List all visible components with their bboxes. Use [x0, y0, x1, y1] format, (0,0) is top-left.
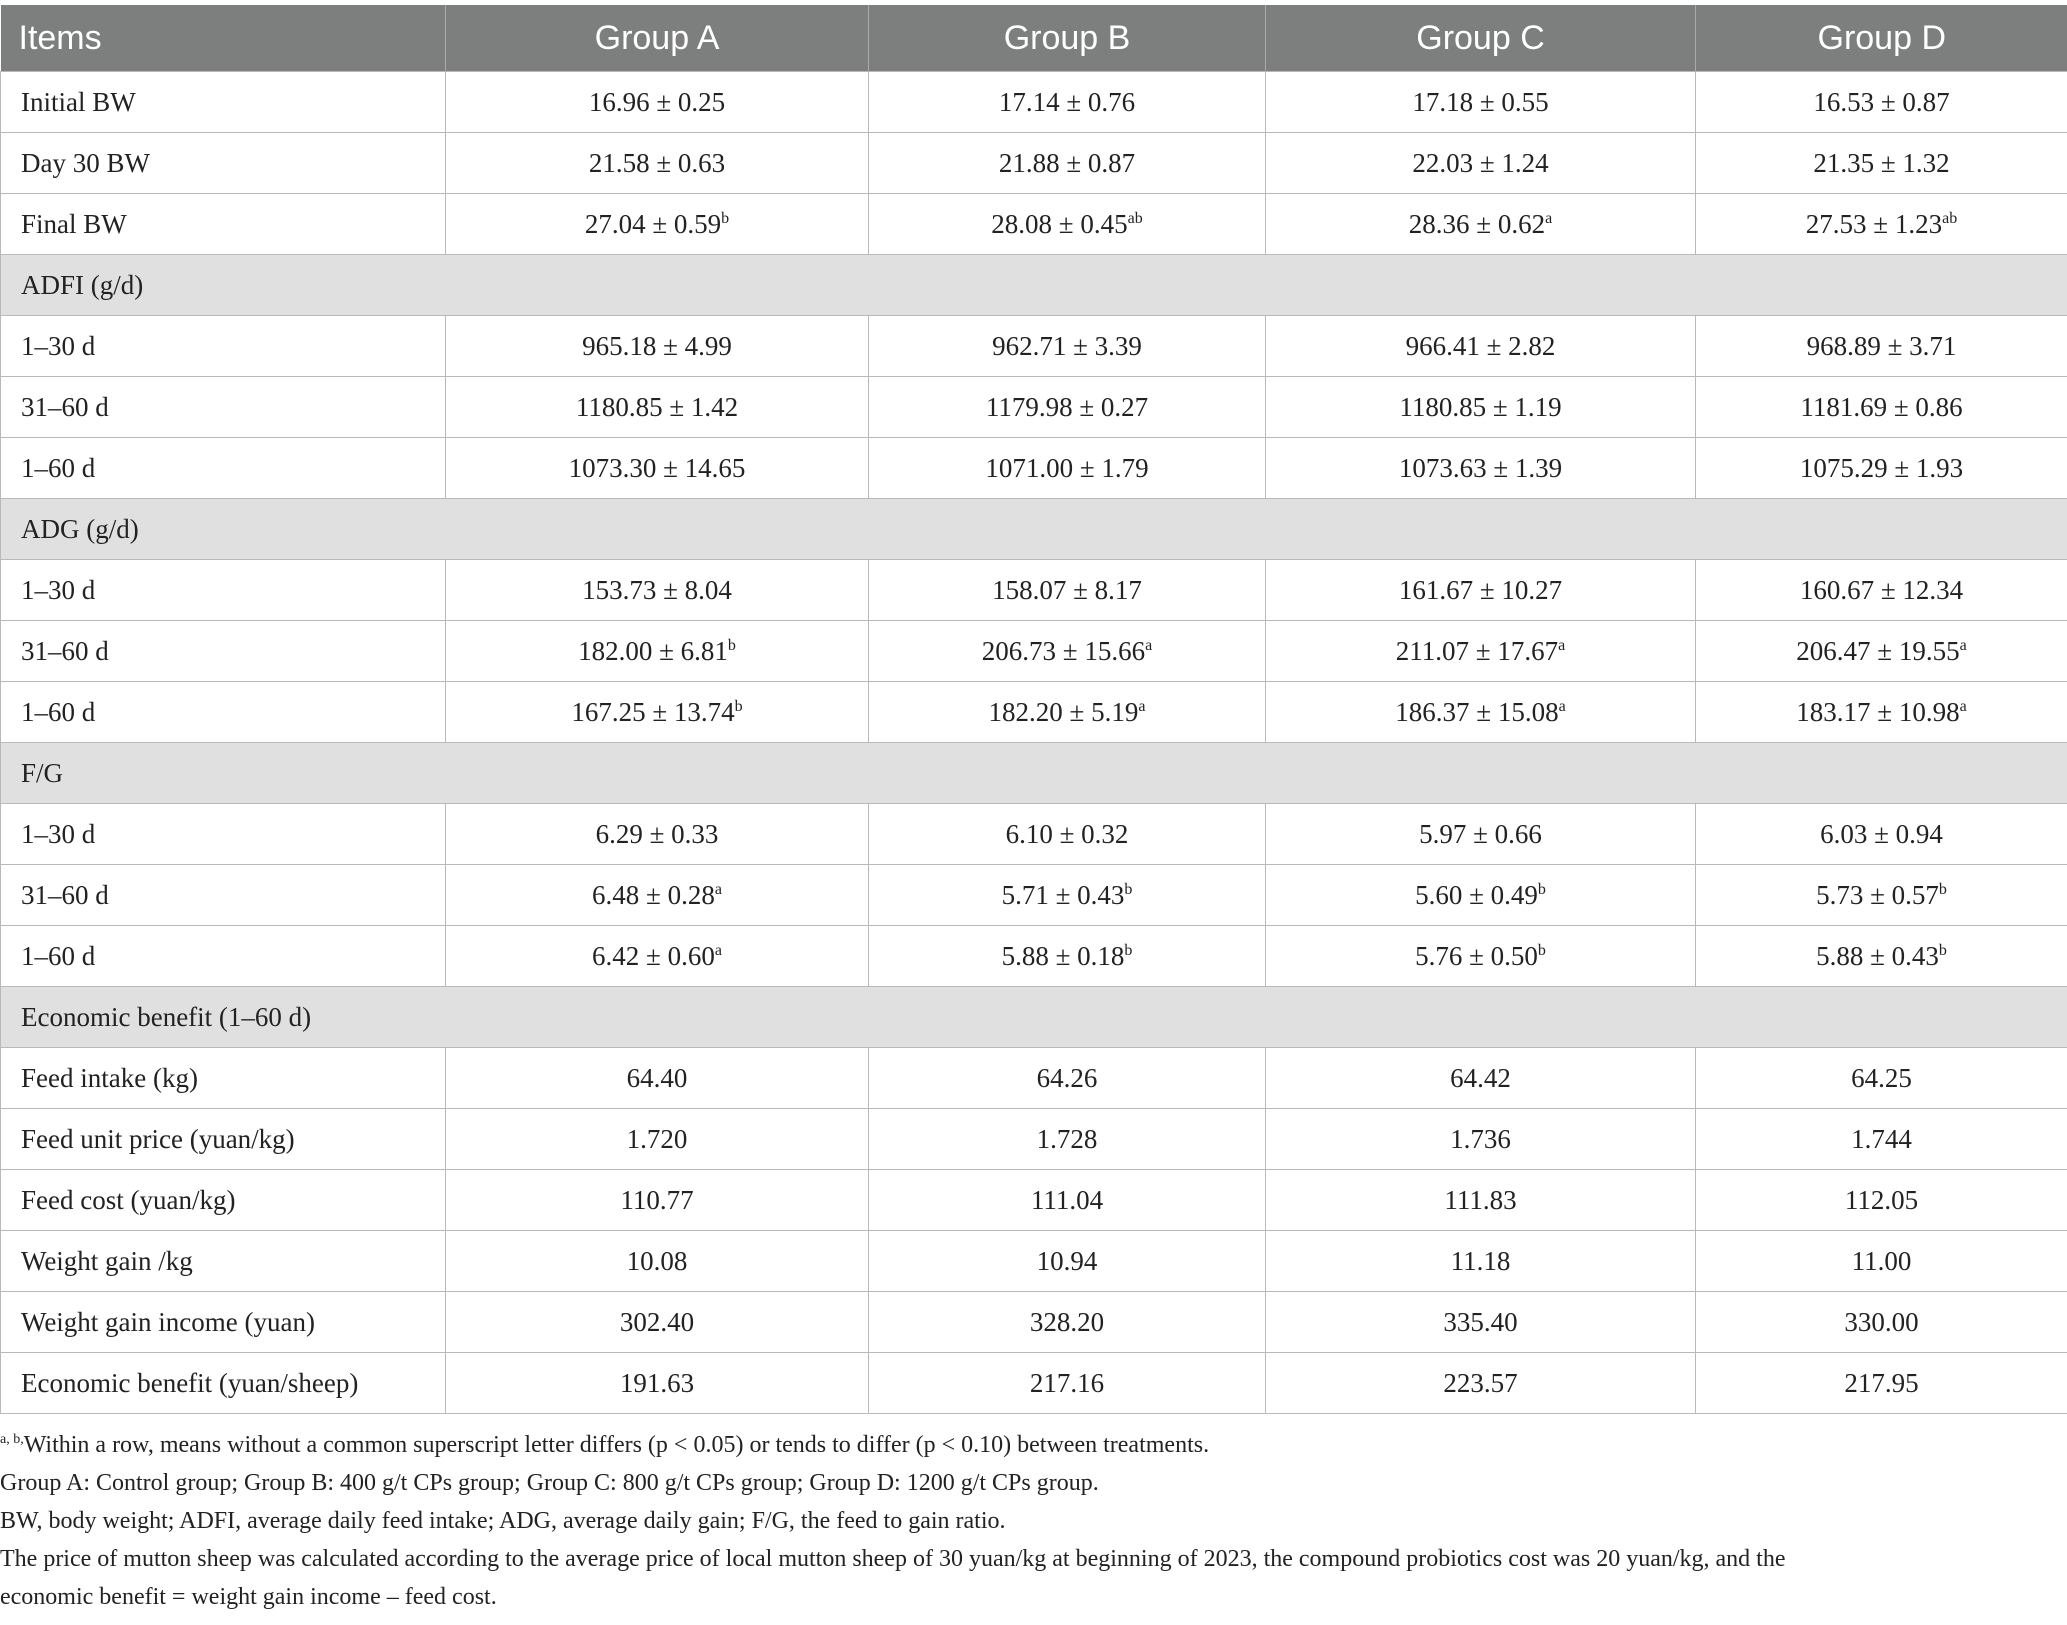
- value-cell: [1266, 865, 1696, 926]
- table-row: [1, 194, 2067, 255]
- cell-value: 962.71 ± 3.39: [992, 330, 1142, 361]
- value-cell: [1266, 1109, 1696, 1170]
- significance-superscript: b: [1537, 880, 1546, 898]
- value-cell: [1696, 1292, 2067, 1353]
- cell-value: 111.83: [1444, 1184, 1517, 1215]
- significance-superscript: a: [1558, 636, 1566, 654]
- significance-superscript: b: [1938, 880, 1947, 898]
- value-cell: [1696, 682, 2067, 743]
- cell-value: 1180.85 ± 1.42: [575, 391, 739, 422]
- value-cell: [869, 316, 1266, 377]
- cell-value: 160.67 ± 12.34: [1799, 574, 1964, 605]
- cell-value: 1073.30 ± 14.65: [568, 452, 746, 483]
- value-cell: [446, 1292, 869, 1353]
- section-row: [1, 255, 2067, 316]
- value-cell: [1696, 133, 2067, 194]
- cell-value: 28.36 ± 0.62: [1408, 208, 1546, 239]
- cell-value: 1.720: [626, 1123, 688, 1154]
- cell-value: 153.73 ± 8.04: [582, 574, 732, 605]
- value-cell: [1266, 1353, 1696, 1414]
- value-cell: [869, 560, 1266, 621]
- results-table: [0, 5, 2067, 1414]
- cell-value: 206.73 ± 15.66: [981, 635, 1146, 666]
- value-cell: [869, 1231, 1266, 1292]
- row-label: 1–30 d: [1, 804, 446, 865]
- significance-superscript: a: [1545, 209, 1553, 227]
- significance-superscript: b: [734, 697, 743, 715]
- significance-superscript: b: [1938, 941, 1947, 959]
- row-label: 31–60 d: [1, 621, 446, 682]
- cell-value: 16.96 ± 0.25: [588, 86, 726, 117]
- cell-value: 6.03 ± 0.94: [1820, 818, 1943, 849]
- header-row: [1, 5, 2067, 72]
- value-cell: [446, 1048, 869, 1109]
- significance-superscript: a: [714, 880, 722, 898]
- table-row: [1, 1353, 2067, 1414]
- significance-superscript: ab: [1942, 209, 1958, 227]
- row-label: Feed cost (yuan/kg): [1, 1170, 446, 1231]
- cell-value: 5.76 ± 0.50: [1415, 940, 1538, 971]
- value-cell: [446, 865, 869, 926]
- row-label: Feed unit price (yuan/kg): [1, 1109, 446, 1170]
- table-row: [1, 1048, 2067, 1109]
- cell-value: 1179.98 ± 0.27: [985, 391, 1149, 422]
- cell-value: 5.88 ± 0.18: [1001, 940, 1125, 971]
- row-label: 1–30 d: [1, 560, 446, 621]
- value-cell: [869, 1048, 1266, 1109]
- significance-superscript: a: [1138, 697, 1146, 715]
- cell-value: 64.42: [1450, 1062, 1511, 1093]
- cell-value: 217.16: [1029, 1367, 1105, 1398]
- header-items: Items: [1, 5, 446, 72]
- value-cell: [869, 194, 1266, 255]
- cell-value: 161.67 ± 10.27: [1398, 574, 1563, 605]
- cell-value: 167.25 ± 13.74: [571, 696, 735, 727]
- cell-value: 11.00: [1851, 1245, 1912, 1276]
- table-row: [1, 1231, 2067, 1292]
- cell-value: 17.18 ± 0.55: [1412, 86, 1549, 117]
- cell-value: 11.18: [1450, 1245, 1511, 1276]
- cell-value: 10.08: [626, 1245, 688, 1276]
- cell-value: 217.95: [1844, 1367, 1919, 1398]
- cell-value: 211.07 ± 17.67: [1395, 635, 1559, 666]
- cell-value: 191.63: [619, 1367, 695, 1398]
- table-row: [1, 72, 2067, 133]
- value-cell: [1696, 926, 2067, 987]
- value-cell: [1266, 682, 1696, 743]
- cell-value: 110.77: [620, 1184, 694, 1215]
- value-cell: [446, 926, 869, 987]
- value-cell: [446, 1353, 869, 1414]
- value-cell: [1696, 438, 2067, 499]
- cell-value: 183.17 ± 10.98: [1796, 696, 1960, 727]
- row-label: Economic benefit (yuan/sheep): [1, 1353, 446, 1414]
- value-cell: [869, 377, 1266, 438]
- table-row: [1, 1170, 2067, 1231]
- value-cell: [1696, 560, 2067, 621]
- value-cell: [1266, 1048, 1696, 1109]
- cell-value: 21.88 ± 0.87: [998, 147, 1136, 178]
- cell-value: 328.20: [1029, 1306, 1105, 1337]
- section-row: [1, 499, 2067, 560]
- table-row: [1, 1292, 2067, 1353]
- value-cell: [869, 1170, 1266, 1231]
- significance-superscript: b: [727, 636, 736, 654]
- value-cell: [1266, 804, 1696, 865]
- value-cell: [869, 804, 1266, 865]
- value-cell: [1696, 804, 2067, 865]
- value-cell: [1266, 72, 1696, 133]
- footnote-superscript-text: Within a row, means without a common superscript letter differs (p < 0.05) or tends to differ (p < 0.10) between treatments.: [23, 1432, 1210, 1458]
- footnote-price-line2: economic benefit = weight gain income – feed cost.: [0, 1584, 497, 1610]
- value-cell: [869, 926, 1266, 987]
- section-label: ADFI (g/d): [1, 255, 2067, 316]
- cell-value: 21.35 ± 1.32: [1813, 147, 1950, 178]
- section-row: [1, 743, 2067, 804]
- cell-value: 5.60 ± 0.49: [1415, 879, 1538, 910]
- cell-value: 335.40: [1443, 1306, 1518, 1337]
- row-label: Weight gain income (yuan): [1, 1292, 446, 1353]
- value-cell: [869, 865, 1266, 926]
- value-cell: [1266, 194, 1696, 255]
- row-label: Initial BW: [1, 72, 446, 133]
- table-row: [1, 804, 2067, 865]
- cell-value: 111.04: [1030, 1184, 1104, 1215]
- cell-value: 1071.00 ± 1.79: [985, 452, 1149, 483]
- value-cell: [1266, 316, 1696, 377]
- significance-superscript: a: [1145, 636, 1153, 654]
- cell-value: 965.18 ± 4.99: [582, 330, 732, 361]
- row-label: 31–60 d: [1, 377, 446, 438]
- value-cell: [869, 133, 1266, 194]
- cell-value: 966.41 ± 2.82: [1405, 330, 1556, 361]
- value-cell: [869, 682, 1266, 743]
- row-label: Day 30 BW: [1, 133, 446, 194]
- value-cell: [1266, 1231, 1696, 1292]
- cell-value: 1180.85 ± 1.19: [1399, 391, 1562, 422]
- cell-value: 1073.63 ± 1.39: [1398, 452, 1563, 483]
- table-row: [1, 438, 2067, 499]
- table-body: [1, 72, 2067, 1414]
- row-label: Weight gain /kg: [1, 1231, 446, 1292]
- cell-value: 5.97 ± 0.66: [1419, 818, 1542, 849]
- value-cell: [1696, 1231, 2067, 1292]
- cell-value: 64.26: [1036, 1062, 1098, 1093]
- footnote-superscript: [0, 1426, 2067, 1464]
- cell-value: 968.89 ± 3.71: [1806, 330, 1957, 361]
- value-cell: [869, 1292, 1266, 1353]
- value-cell: [446, 1231, 869, 1292]
- cell-value: 1075.29 ± 1.93: [1799, 452, 1964, 483]
- row-label: 1–60 d: [1, 926, 446, 987]
- significance-superscript: a: [714, 941, 722, 959]
- significance-superscript: ab: [1127, 209, 1143, 227]
- cell-value: 6.48 ± 0.28: [592, 879, 715, 910]
- value-cell: [869, 621, 1266, 682]
- footnotes: [0, 1414, 2067, 1616]
- row-label: Feed intake (kg): [1, 1048, 446, 1109]
- value-cell: [446, 1109, 869, 1170]
- value-cell: [1266, 621, 1696, 682]
- cell-value: 5.88 ± 0.43: [1816, 940, 1939, 971]
- cell-value: 28.08 ± 0.45: [991, 208, 1128, 239]
- section-label: Economic benefit (1–60 d): [1, 987, 2067, 1048]
- value-cell: [1266, 438, 1696, 499]
- cell-value: 182.00 ± 6.81: [578, 635, 728, 666]
- header-group-c: Group C: [1266, 5, 1696, 72]
- value-cell: [446, 560, 869, 621]
- footnote-abbreviations: BW, body weight; ADFI, average daily feed intake; ADG, average daily gain; F/G, the feed to gain ratio.: [0, 1508, 1006, 1534]
- table-row: [1, 377, 2067, 438]
- section-label: F/G: [1, 743, 2067, 804]
- cell-value: 64.40: [626, 1062, 688, 1093]
- header-group-b: Group B: [869, 5, 1266, 72]
- cell-value: 302.40: [619, 1306, 695, 1337]
- value-cell: [446, 72, 869, 133]
- cell-value: 10.94: [1036, 1245, 1098, 1276]
- cell-value: 27.53 ± 1.23: [1805, 208, 1943, 239]
- header-group-d: Group D: [1696, 5, 2067, 72]
- section-row: [1, 987, 2067, 1048]
- cell-value: 1.736: [1450, 1123, 1511, 1154]
- cell-value: 223.57: [1443, 1367, 1518, 1398]
- cell-value: 186.37 ± 15.08: [1395, 696, 1559, 727]
- cell-value: 22.03 ± 1.24: [1412, 147, 1549, 178]
- value-cell: [1696, 377, 2067, 438]
- significance-superscript: a: [1959, 636, 1967, 654]
- table-row: [1, 682, 2067, 743]
- value-cell: [1266, 377, 1696, 438]
- significance-superscript: b: [1124, 941, 1133, 959]
- table-row: [1, 1109, 2067, 1170]
- cell-value: 182.20 ± 5.19: [988, 696, 1139, 727]
- cell-value: 330.00: [1844, 1306, 1919, 1337]
- cell-value: 5.73 ± 0.57: [1816, 879, 1939, 910]
- cell-value: 17.14 ± 0.76: [998, 86, 1136, 117]
- value-cell: [1696, 1170, 2067, 1231]
- significance-superscript: b: [1537, 941, 1546, 959]
- row-label: 1–60 d: [1, 438, 446, 499]
- cell-value: 21.58 ± 0.63: [588, 147, 726, 178]
- row-label: 31–60 d: [1, 865, 446, 926]
- cell-value: 6.29 ± 0.33: [595, 818, 719, 849]
- cell-value: 1181.69 ± 0.86: [1800, 391, 1963, 422]
- value-cell: [446, 316, 869, 377]
- value-cell: [1696, 316, 2067, 377]
- value-cell: [1696, 72, 2067, 133]
- value-cell: [869, 438, 1266, 499]
- footnote-marker: a, b,: [0, 1432, 24, 1447]
- value-cell: [1266, 133, 1696, 194]
- table-row: [1, 621, 2067, 682]
- value-cell: [446, 133, 869, 194]
- table-row: [1, 316, 2067, 377]
- cell-value: 112.05: [1844, 1184, 1919, 1215]
- cell-value: 16.53 ± 0.87: [1813, 86, 1950, 117]
- value-cell: [446, 438, 869, 499]
- significance-superscript: b: [1124, 880, 1133, 898]
- value-cell: [1266, 1292, 1696, 1353]
- cell-value: 158.07 ± 8.17: [992, 574, 1142, 605]
- significance-superscript: b: [721, 209, 730, 227]
- row-label: 1–30 d: [1, 316, 446, 377]
- significance-superscript: a: [1558, 697, 1566, 715]
- cell-value: 1.744: [1851, 1123, 1912, 1154]
- footnote-groups: Group A: Control group; Group B: 400 g/t CPs group; Group C: 800 g/t CPs group; Group D: 1200 g/t CPs group.: [0, 1470, 1099, 1496]
- cell-value: 1.728: [1036, 1123, 1098, 1154]
- table-row: [1, 560, 2067, 621]
- cell-value: 6.42 ± 0.60: [592, 940, 715, 971]
- cell-value: 27.04 ± 0.59: [584, 208, 722, 239]
- value-cell: [1266, 926, 1696, 987]
- header-group-a: Group A: [446, 5, 869, 72]
- value-cell: [1696, 865, 2067, 926]
- row-label: 1–60 d: [1, 682, 446, 743]
- cell-value: 64.25: [1851, 1062, 1912, 1093]
- value-cell: [1266, 560, 1696, 621]
- table-row: [1, 133, 2067, 194]
- value-cell: [1266, 1170, 1696, 1231]
- value-cell: [446, 621, 869, 682]
- table-header: [1, 5, 2067, 72]
- value-cell: [446, 194, 869, 255]
- value-cell: [446, 377, 869, 438]
- significance-superscript: a: [1959, 697, 1967, 715]
- cell-value: 206.47 ± 19.55: [1796, 635, 1960, 666]
- value-cell: [869, 72, 1266, 133]
- value-cell: [1696, 194, 2067, 255]
- value-cell: [1696, 1048, 2067, 1109]
- value-cell: [1696, 621, 2067, 682]
- table-row: [1, 865, 2067, 926]
- row-label: Final BW: [1, 194, 446, 255]
- table-row: [1, 926, 2067, 987]
- value-cell: [446, 1170, 869, 1231]
- value-cell: [446, 682, 869, 743]
- cell-value: 5.71 ± 0.43: [1001, 879, 1125, 910]
- table-container: [0, 5, 2067, 1616]
- value-cell: [446, 804, 869, 865]
- footnote-price-line1: The price of mutton sheep was calculated according to the average price of local mutton sheep of 30 yuan/kg at beginning of 2023, the compound probiotics cost was 20 yuan/kg, and the: [0, 1546, 1786, 1572]
- value-cell: [1696, 1353, 2067, 1414]
- cell-value: 6.10 ± 0.32: [1005, 818, 1129, 849]
- value-cell: [869, 1353, 1266, 1414]
- value-cell: [1696, 1109, 2067, 1170]
- section-label: ADG (g/d): [1, 499, 2067, 560]
- value-cell: [869, 1109, 1266, 1170]
